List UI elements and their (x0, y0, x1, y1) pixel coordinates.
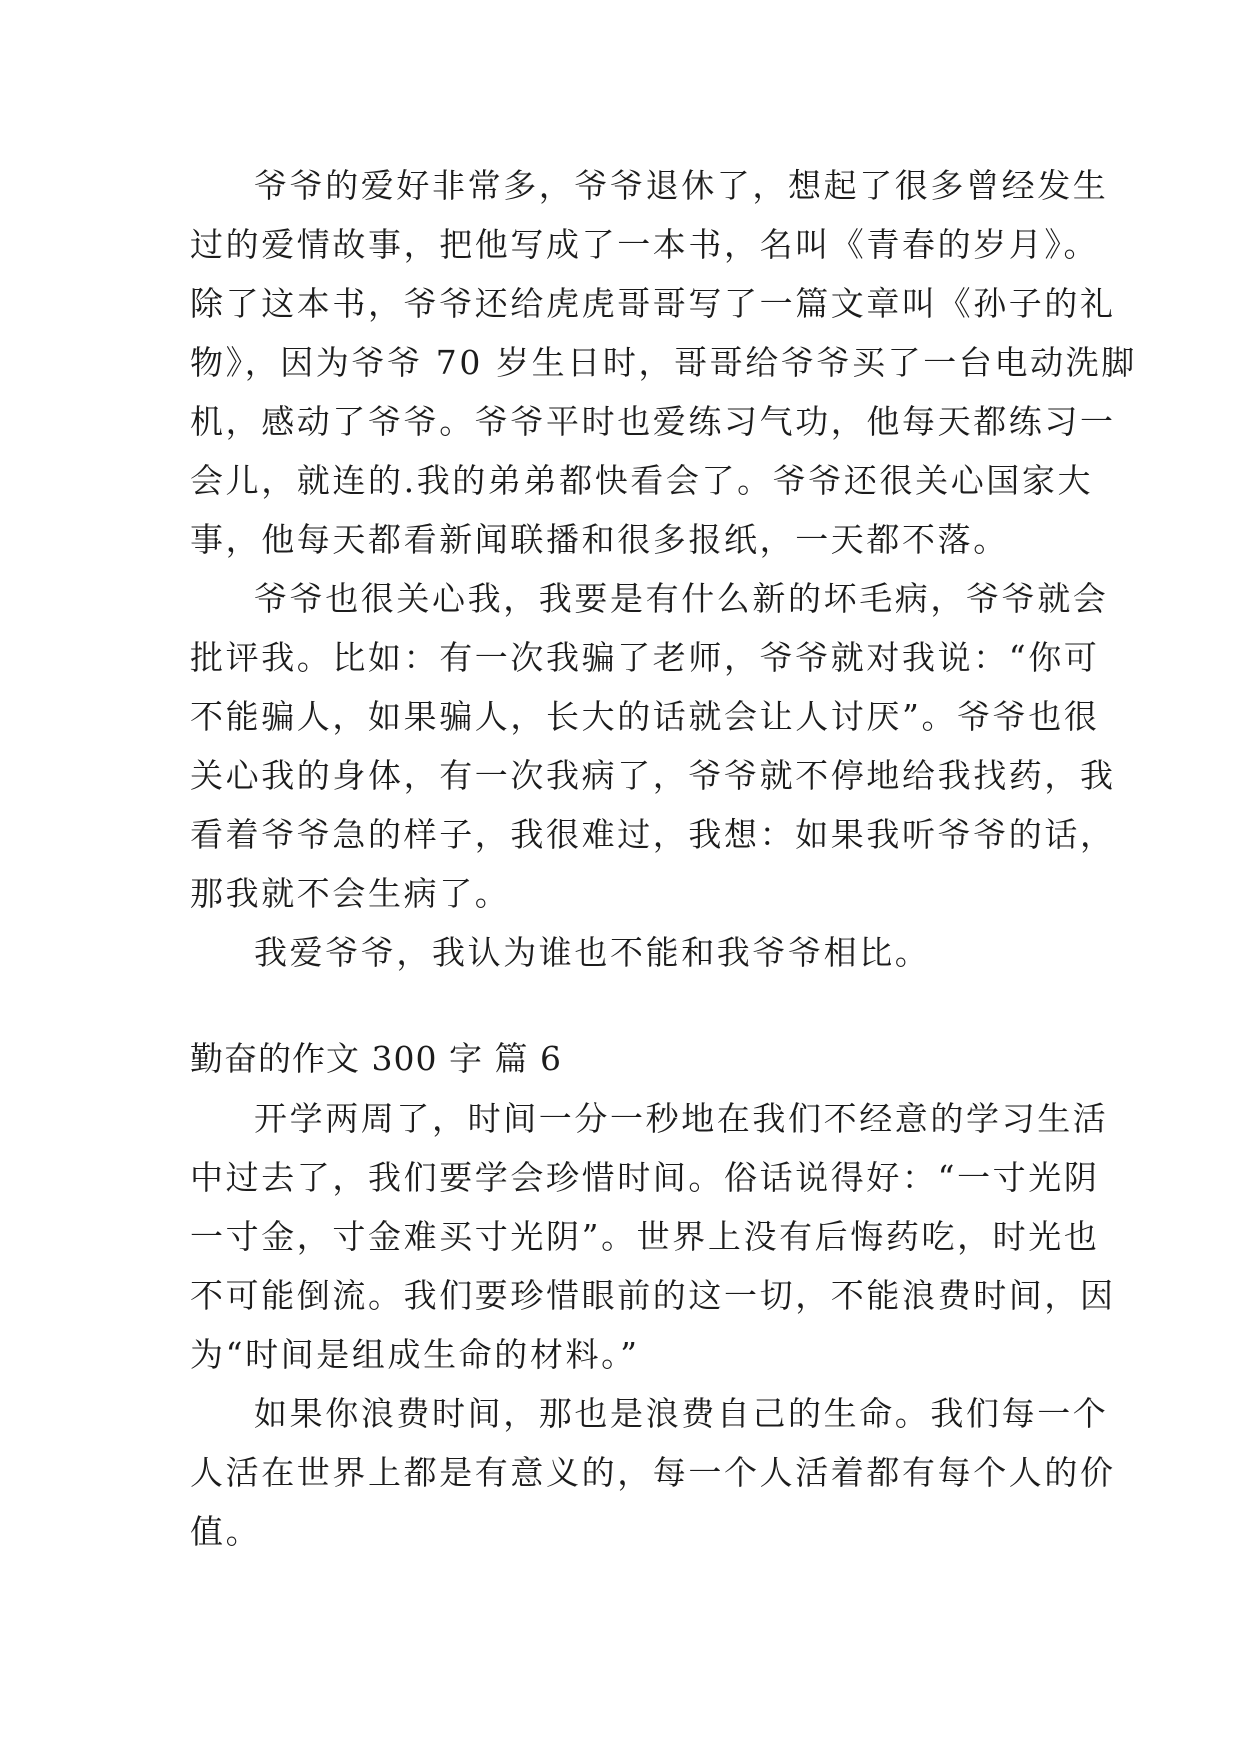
text-line: 关心我的身体，有一次我病了，爷爷就不停地给我找药，我 (190, 756, 1116, 795)
text-line: 机，感动了爷爷。爷爷平时也爱练习气功，他每天都练习一 (190, 402, 1116, 441)
text-line: 爷爷的爱好非常多，爷爷退休了，想起了很多曾经发生 (254, 166, 1109, 205)
text-line: 人活在世界上都是有意义的，每一个人活着都有每个人的价 (190, 1453, 1116, 1492)
text-line: 一寸金，寸金难买寸光阴”。世界上没有后悔药吃，时光也 (190, 1217, 1100, 1256)
text-line: 中过去了，我们要学会珍惜时间。俗话说得好：“一寸光阴 (190, 1158, 1100, 1197)
text-line: 看着爷爷急的样子，我很难过，我想：如果我听爷爷的话， (190, 815, 1116, 854)
text-line: 会儿，就连的.我的弟弟都快看会了。爷爷还很关心国家大 (190, 461, 1094, 500)
text-line: 不可能倒流。我们要珍惜眼前的这一切，不能浪费时间，因 (190, 1276, 1116, 1315)
text-line: 爷爷也很关心我，我要是有什么新的坏毛病，爷爷就会 (254, 579, 1109, 618)
text-line: 我爱爷爷，我认为谁也不能和我爷爷相比。 (254, 933, 931, 972)
text-line: 批评我。比如：有一次我骗了老师，爷爷就对我说：“你可 (190, 638, 1100, 677)
text-line: 过的爱情故事，把他写成了一本书，名叫《青春的岁月》。 (190, 225, 1100, 264)
text-line: 物》，因为爷爷 70 岁生日时，哥哥给爷爷买了一台电动洗脚 (190, 343, 1137, 382)
text-line: 值。 (190, 1512, 262, 1551)
section-heading: 勤奋的作文 300 字 篇 6 (190, 1039, 562, 1078)
text-line: 如果你浪费时间，那也是浪费自己的生命。我们每一个 (254, 1394, 1109, 1433)
text-line: 不能骗人，如果骗人，长大的话就会让人讨厌”。爷爷也很 (190, 697, 1100, 736)
text-line: 事，他每天都看新闻联播和很多报纸，一天都不落。 (190, 520, 1009, 559)
text-line: 那我就不会生病了。 (190, 874, 511, 913)
text-line: 开学两周了，时间一分一秒地在我们不经意的学习生活 (254, 1099, 1109, 1138)
text-line: 除了这本书，爷爷还给虎虎哥哥写了一篇文章叫《孙子的礼 (190, 284, 1116, 323)
text-line: 为“时间是组成生命的材料。” (190, 1335, 640, 1374)
